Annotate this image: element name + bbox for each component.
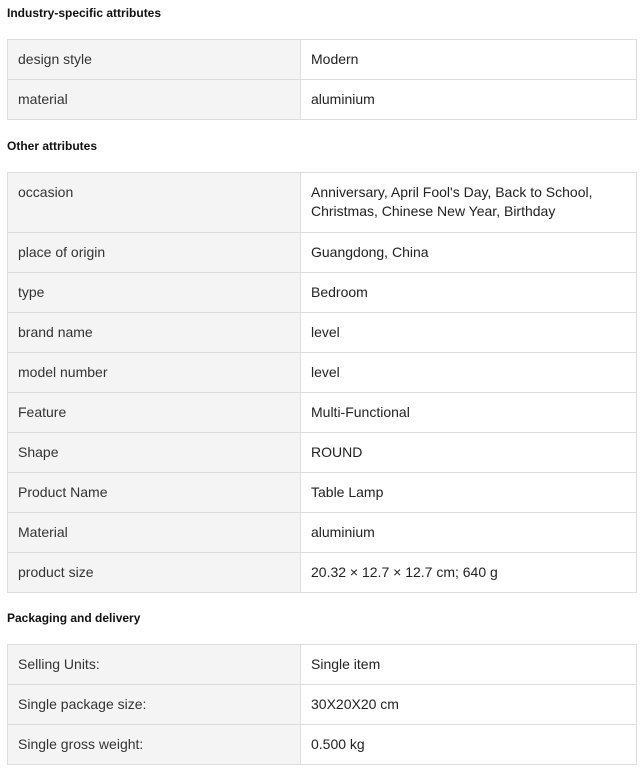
table-row: [8, 553, 637, 593]
section-title-other-attributes: Other attributes: [7, 139, 98, 153]
attribute-key: occasion: [8, 173, 301, 233]
attribute-key: Selling Units:: [8, 645, 301, 685]
attribute-value: aluminium: [301, 513, 637, 553]
table-row: [8, 273, 637, 313]
attribute-value: 30X20X20 cm: [301, 685, 637, 725]
attribute-value: Guangdong, China: [301, 233, 637, 273]
table-row: [8, 173, 637, 233]
table-row: [8, 80, 637, 120]
industry-attributes-table: [7, 39, 637, 120]
table-row: [8, 685, 637, 725]
attribute-value: Modern: [301, 40, 637, 80]
attribute-key: Material: [8, 513, 301, 553]
table-row: [8, 353, 637, 393]
attribute-value: level: [301, 313, 637, 353]
attribute-key: Single package size:: [8, 685, 301, 725]
attribute-key: material: [8, 80, 301, 120]
table-row: [8, 433, 637, 473]
table-row: [8, 645, 637, 685]
attribute-value: Single item: [301, 645, 637, 685]
attribute-value: 20.32 × 12.7 × 12.7 cm; 640 g: [301, 553, 637, 593]
attribute-key: design style: [8, 40, 301, 80]
section-title-industry-specific: Industry-specific attributes: [7, 6, 162, 20]
table-row: [8, 233, 637, 273]
attribute-key: model number: [8, 353, 301, 393]
table-row: [8, 473, 637, 513]
attribute-value: Bedroom: [301, 273, 637, 313]
table-row: [8, 313, 637, 353]
table-row: [8, 393, 637, 433]
table-row: [8, 513, 637, 553]
attribute-key: Product Name: [8, 473, 301, 513]
attribute-key: brand name: [8, 313, 301, 353]
attribute-key: Single gross weight:: [8, 725, 301, 765]
attribute-value: Anniversary, April Fool's Day, Back to School, Christmas, Chinese New Year, Birthday: [301, 173, 637, 233]
attribute-value: 0.500 kg: [301, 725, 637, 765]
attribute-value: ROUND: [301, 433, 637, 473]
packaging-table: [7, 644, 637, 765]
attribute-key: product size: [8, 553, 301, 593]
table-row: [8, 725, 637, 765]
attribute-value: Table Lamp: [301, 473, 637, 513]
attribute-key: place of origin: [8, 233, 301, 273]
attribute-key: Feature: [8, 393, 301, 433]
attribute-key: Shape: [8, 433, 301, 473]
table-row: [8, 40, 637, 80]
attribute-value: level: [301, 353, 637, 393]
attribute-value: Multi-Functional: [301, 393, 637, 433]
section-title-packaging-delivery: Packaging and delivery: [7, 611, 141, 625]
attribute-key: type: [8, 273, 301, 313]
other-attributes-table: [7, 172, 637, 593]
attribute-value: aluminium: [301, 80, 637, 120]
